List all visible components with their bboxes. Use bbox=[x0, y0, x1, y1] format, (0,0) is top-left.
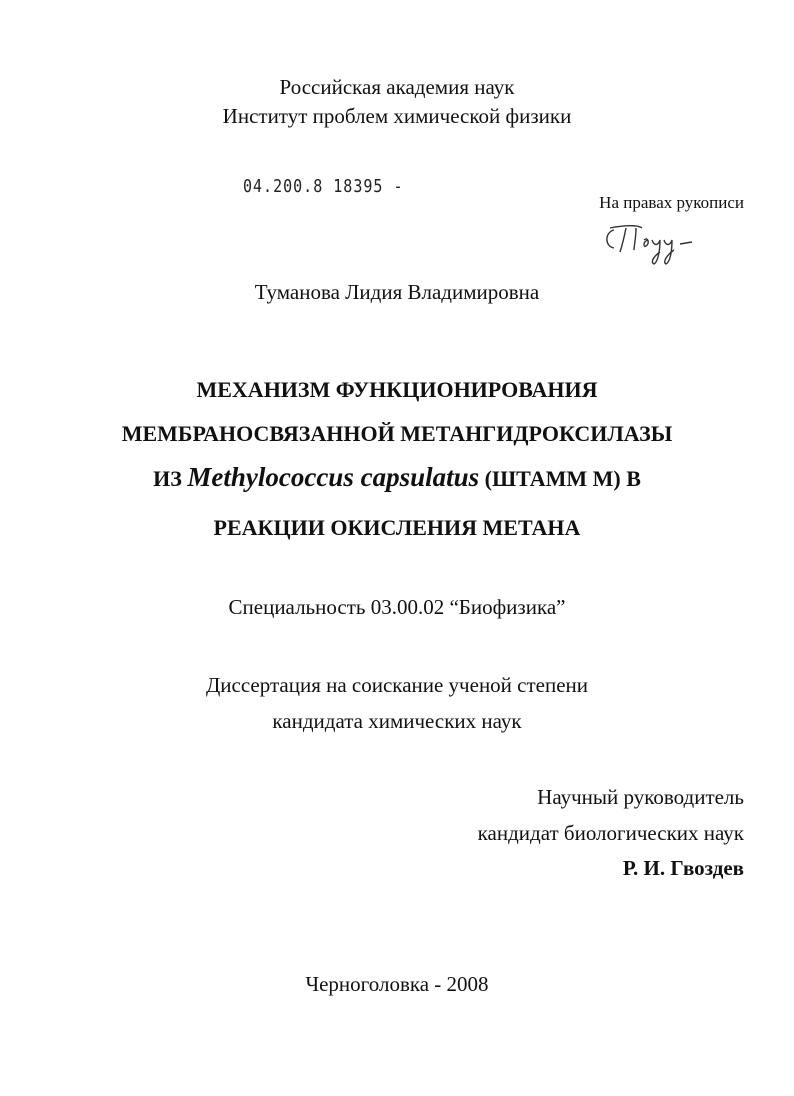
manuscript-rights: На правах рукописи bbox=[599, 193, 744, 212]
place-year: Черноголовка - 2008 bbox=[305, 972, 489, 996]
title-line-2: МЕМБРАНОСВЯЗАННОЙ МЕТАНГИДРОКСИЛАЗЫ bbox=[121, 421, 673, 446]
academy-name: Российская академия наук bbox=[279, 75, 515, 99]
supervisor-degree: кандидат биологических наук bbox=[477, 821, 744, 845]
dissertation-line-1: Диссертация на соискание ученой степени bbox=[205, 673, 589, 697]
species-name: Methylococcus capsulatus bbox=[187, 462, 480, 492]
supervisor-role: Научный руководитель bbox=[537, 785, 744, 809]
dissertation-line-2: кандидата химических наук bbox=[272, 709, 522, 733]
title-prefix: ИЗ bbox=[153, 466, 188, 491]
institute-name: Институт проблем химической физики bbox=[222, 104, 572, 128]
archive-stamp: 04.200.8 18395 - bbox=[243, 175, 404, 197]
title-line-1: МЕХАНИЗМ ФУНКЦИОНИРОВАНИЯ bbox=[196, 377, 598, 402]
title-suffix: (ШТАММ М) В bbox=[479, 466, 641, 491]
author-name: Туманова Лидия Владимировна bbox=[254, 280, 540, 304]
specialty: Специальность 03.00.02 “Биофизика” bbox=[228, 595, 566, 619]
title-line-3 bbox=[0, 462, 794, 493]
title-line-4: РЕАКЦИИ ОКИСЛЕНИЯ МЕТАНА bbox=[213, 515, 581, 540]
supervisor-name: Р. И. Гвоздев bbox=[622, 856, 744, 880]
signature bbox=[600, 218, 710, 273]
